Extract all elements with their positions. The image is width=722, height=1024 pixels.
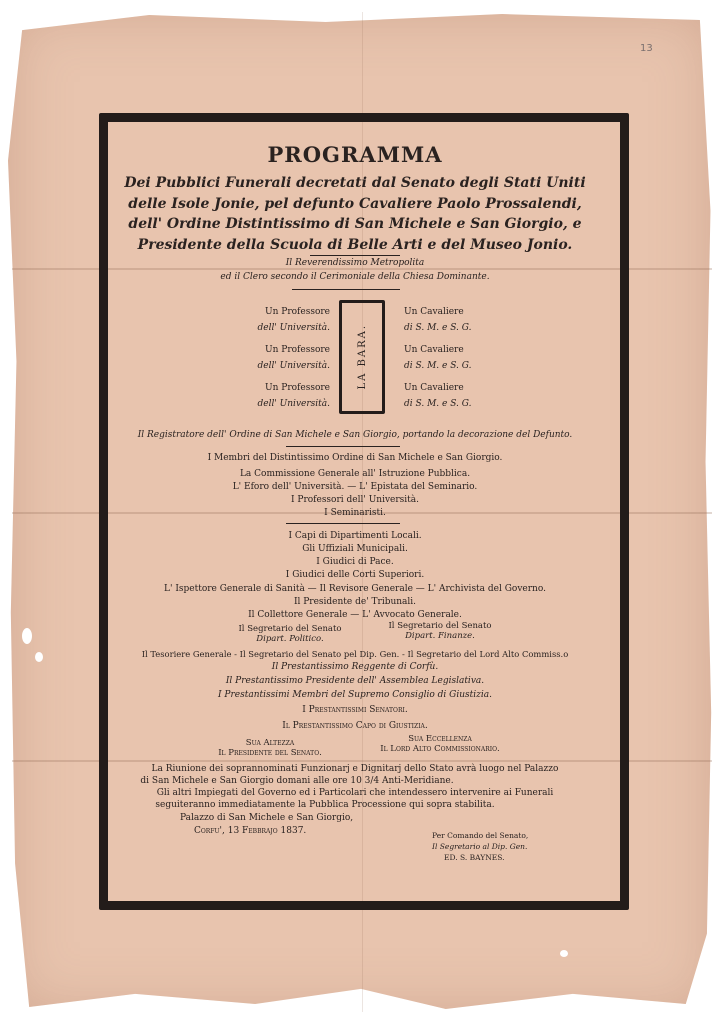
paper-hole (560, 950, 568, 957)
pencil-page-number: 13 (640, 43, 653, 54)
procession-line: I Giudici di Pace. (316, 557, 394, 567)
divider (286, 523, 400, 524)
cavalieri-column: Un Cavaliere di S. M. e S. G. Un Cavaliere di S. M. e S. G. Un Cavaliere di S. M. e S. G. (404, 307, 472, 409)
procession-line: I Seminaristi. (324, 508, 386, 518)
procession-line: I Prestantissimi Membri del Supremo Consiglio di Giustizia. (218, 690, 492, 700)
segretario-finanze: Il Segretario del Senato Dipart. Finanze. (388, 621, 492, 641)
procession-line: I Giudici delle Corti Superiori. (285, 570, 425, 580)
procession-line: I Membri del Distintissimo Ordine di San Michele e San Giorgio. (207, 453, 503, 463)
divider (310, 255, 400, 256)
programme-body (108, 122, 602, 883)
bara-box (339, 300, 385, 414)
metropolita-line: Il Reverendissimo Metropolita (285, 258, 425, 268)
divider (292, 289, 400, 290)
procession-line: I Professori dell' Università. (290, 495, 420, 505)
procession-line: Gli Uffiziali Municipali. (302, 544, 408, 554)
procession-line: I Prestantissimi Senatori. (302, 705, 408, 715)
document-subtitle: Dei Pubblici Funerali decretati dal Senato degli Stati Uniti delle Isole Jonie, pel defunto Cavaliere Paolo Prossalendi, dell' Ordine Distintissimo di San Michele e San Giorgio, e Presidente della Scuola di Belle Arti e del Museo Jonio. (124, 175, 586, 253)
procession-line: Il Collettore Generale — L' Avvocato Generale. (248, 610, 462, 620)
procession-line: La Commissione Generale all' Istruzione Pubblica. (239, 469, 471, 479)
registratore-line: Il Registratore dell' Ordine di San Michele e San Giorgio, portando la decorazione del Defunto. (137, 430, 573, 440)
paper-hole (35, 652, 43, 662)
closing-line: Gli altri Impiegati del Governo ed i Particolari che intendessero intervenire ai Funerali (156, 788, 554, 798)
closing-line: La Riunione dei soprannominati Funzionarj e Dignitarj dello Stato avrà luogo nel Palazzo (151, 764, 559, 774)
sua-eccellenza: Sua Eccellenza Il Lord Alto Commissionario. (380, 734, 500, 754)
procession-line: Il Prestantissimo Presidente dell' Assemblea Legislativa. (225, 676, 485, 686)
procession-line: Il Tesoriere Generale - Il Segretario del Senato pel Dip. Gen. - Il Segretario del Lord Alto Commiss.o (141, 649, 569, 659)
clero-line: ed il Clero secondo il Cerimoniale della Chiesa Dominante. (220, 272, 490, 282)
procession-line: L' Eforo dell' Università. — L' Epistata del Seminario. (232, 482, 478, 492)
procession-line: I Capi di Dipartimenti Locali. (288, 531, 422, 541)
procession-line: Il Prestantissimo Reggente di Corfù. (271, 662, 439, 672)
procession-line: Il Prestantissimo Capo di Giustizia. (282, 721, 428, 731)
segretario-politico: Il Segretario del Senato Dipart. Politico. (238, 624, 342, 644)
sua-altezza: Sua Altezza Il Presidente del Senato. (218, 738, 322, 758)
professori-column: Un Professore dell' Università. Un Professore dell' Università. Un Professore dell' Università. (257, 307, 330, 409)
closing-line: di San Michele e San Giorgio domani alle ore 10 3/4 Anti-Meridiane. (140, 776, 454, 786)
procession-line: L' Ispettore Generale di Sanità — Il Revisore Generale — L' Archivista del Governo. (164, 584, 546, 594)
place-and-date: Palazzo di San Michele e San Giorgio, Corfu', 13 Febbrajo 1837. (180, 813, 354, 836)
document-title: PROGRAMMA (267, 142, 443, 167)
procession-line: Il Presidente de' Tribunali. (293, 597, 417, 607)
paper-hole (22, 628, 32, 644)
closing-line: seguiteranno immediatamente la Pubblica Processione qui sopra stabilita. (155, 800, 495, 810)
divider (286, 446, 400, 447)
signature-block: Per Comando del Senato, Il Segretario al Dip. Gen. ED. S. BAYNES. (432, 831, 529, 862)
bara-label: LA BARA. (356, 324, 368, 390)
